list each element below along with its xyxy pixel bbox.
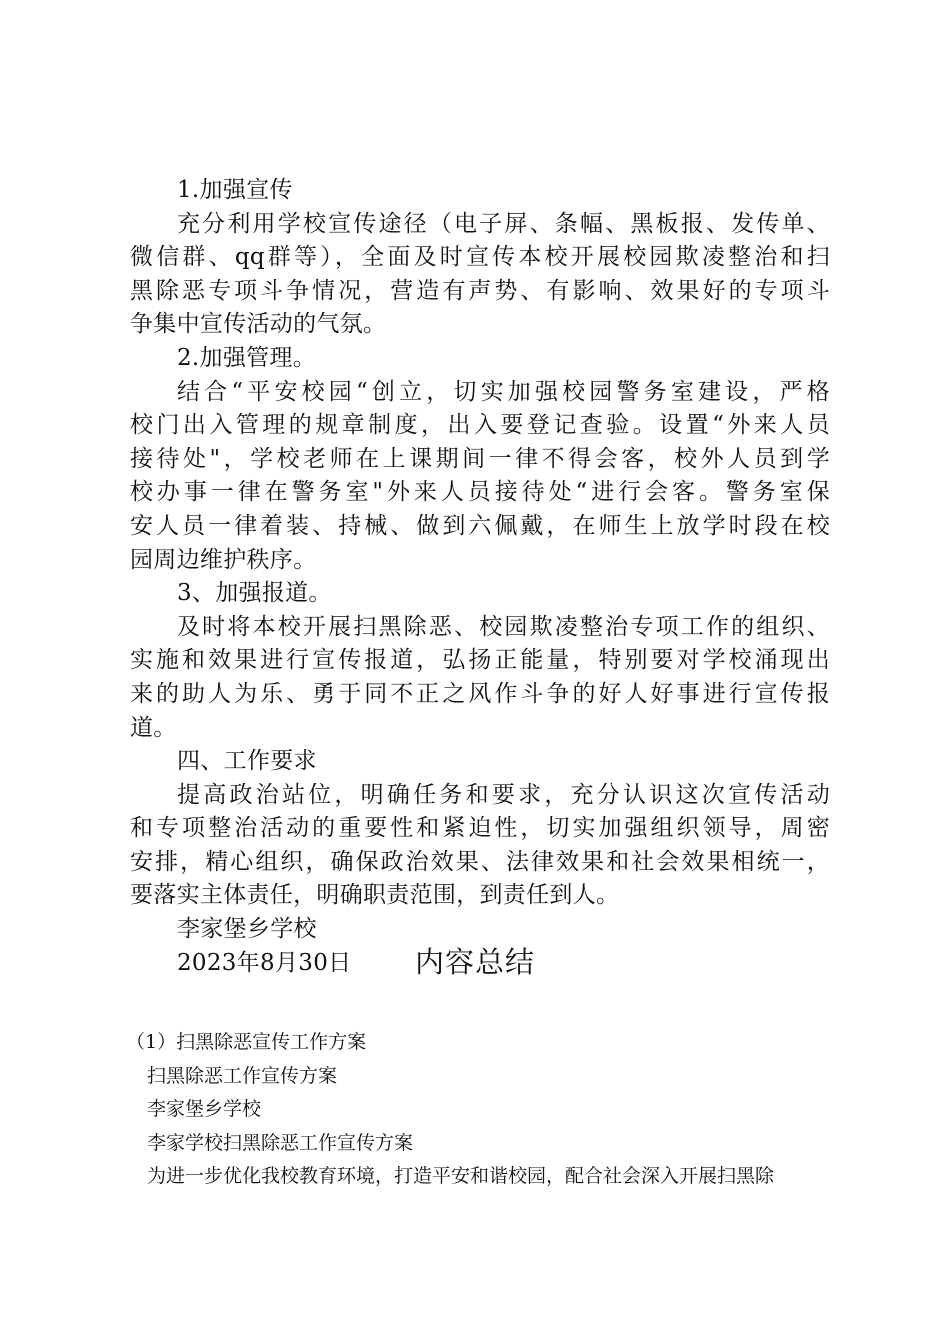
paragraph-line: 要落实主体责任，明确职责范围，到责任到人。 bbox=[130, 882, 620, 909]
document-body bbox=[130, 174, 830, 980]
paragraph-line: 结合“平安校园“创立，切实加强校园警务室建设，严格 bbox=[177, 378, 830, 405]
summary-line: 李家堡乡学校 bbox=[147, 1098, 262, 1121]
paragraph-line: 提高政治站位，明确任务和要求，充分认识这次宣传活动 bbox=[177, 781, 830, 808]
paragraph-line: 黑除恶专项斗争情况，营造有声势、有影响、效果好的专项斗 bbox=[130, 277, 830, 304]
paragraph-line: 道。 bbox=[130, 714, 177, 741]
paragraph-line: 充分利用学校宣传途径（电子屏、条幅、黑板报、发传单、 bbox=[177, 210, 830, 237]
summary-line: 李家学校扫黑除恶工作宣传方案 bbox=[147, 1131, 414, 1154]
paragraph-line: 和专项整治活动的重要性和紧迫性，切实加强组织领导，周密 bbox=[130, 815, 830, 842]
section-heading-requirements: 四、工作要求 bbox=[177, 748, 317, 775]
paragraph-line: 校门出入管理的规章制度，出入要登记查验。设置“外来人员 bbox=[130, 412, 830, 439]
summary-title: 内容总结 bbox=[414, 945, 535, 979]
paragraph-line: 实施和效果进行宣传报道，弘扬正能量，特别要对学校涌现出 bbox=[130, 647, 830, 674]
paragraph-line: 来的助人为乐、勇于同不正之风作斗争的好人好事进行宣传报 bbox=[130, 680, 830, 707]
paragraph-line: 园周边维护秩序。 bbox=[130, 546, 317, 573]
summary-line: （1）扫黑除恶宣传工作方案 bbox=[126, 1031, 367, 1053]
section-heading-management: 2.加强管理。 bbox=[177, 344, 317, 371]
paragraph-line: 安人员一律着装、持械、做到六佩戴，在师生上放学时段在校 bbox=[130, 512, 830, 539]
section-heading-publicity: 1.加强宣传 bbox=[177, 177, 293, 203]
paragraph-line: 微信群、qq群等），全面及时宣传本校开展校园欺凌整治和扫 bbox=[130, 244, 830, 271]
paragraph-line: 校办事一律在警务室"外来人员接待处“进行会客。警务室保 bbox=[130, 479, 830, 506]
summary-section bbox=[126, 1026, 846, 1194]
paragraph-line: 及时将本校开展扫黑除恶、校园欺凌整治专项工作的组织、 bbox=[177, 613, 830, 640]
signature-date: 2023年8月30日 bbox=[177, 949, 352, 976]
signature-school: 李家堡乡学校 bbox=[177, 916, 317, 943]
summary-line: 为进一步优化我校教育环境，打造平安和谐校园，配合社会深入开展扫黑除 bbox=[147, 1165, 775, 1188]
summary-line: 扫黑除恶工作宣传方案 bbox=[147, 1064, 338, 1087]
section-heading-reporting: 3、加强报道。 bbox=[177, 580, 332, 607]
paragraph-line: 接待处"，学校老师在上课期间一律不得会客，校外人员到学 bbox=[130, 445, 830, 472]
paragraph-line: 安排，精心组织，确保政治效果、法律效果和社会效果相统一， bbox=[130, 848, 830, 875]
paragraph-line: 争集中宣传活动的气氛。 bbox=[130, 311, 387, 338]
